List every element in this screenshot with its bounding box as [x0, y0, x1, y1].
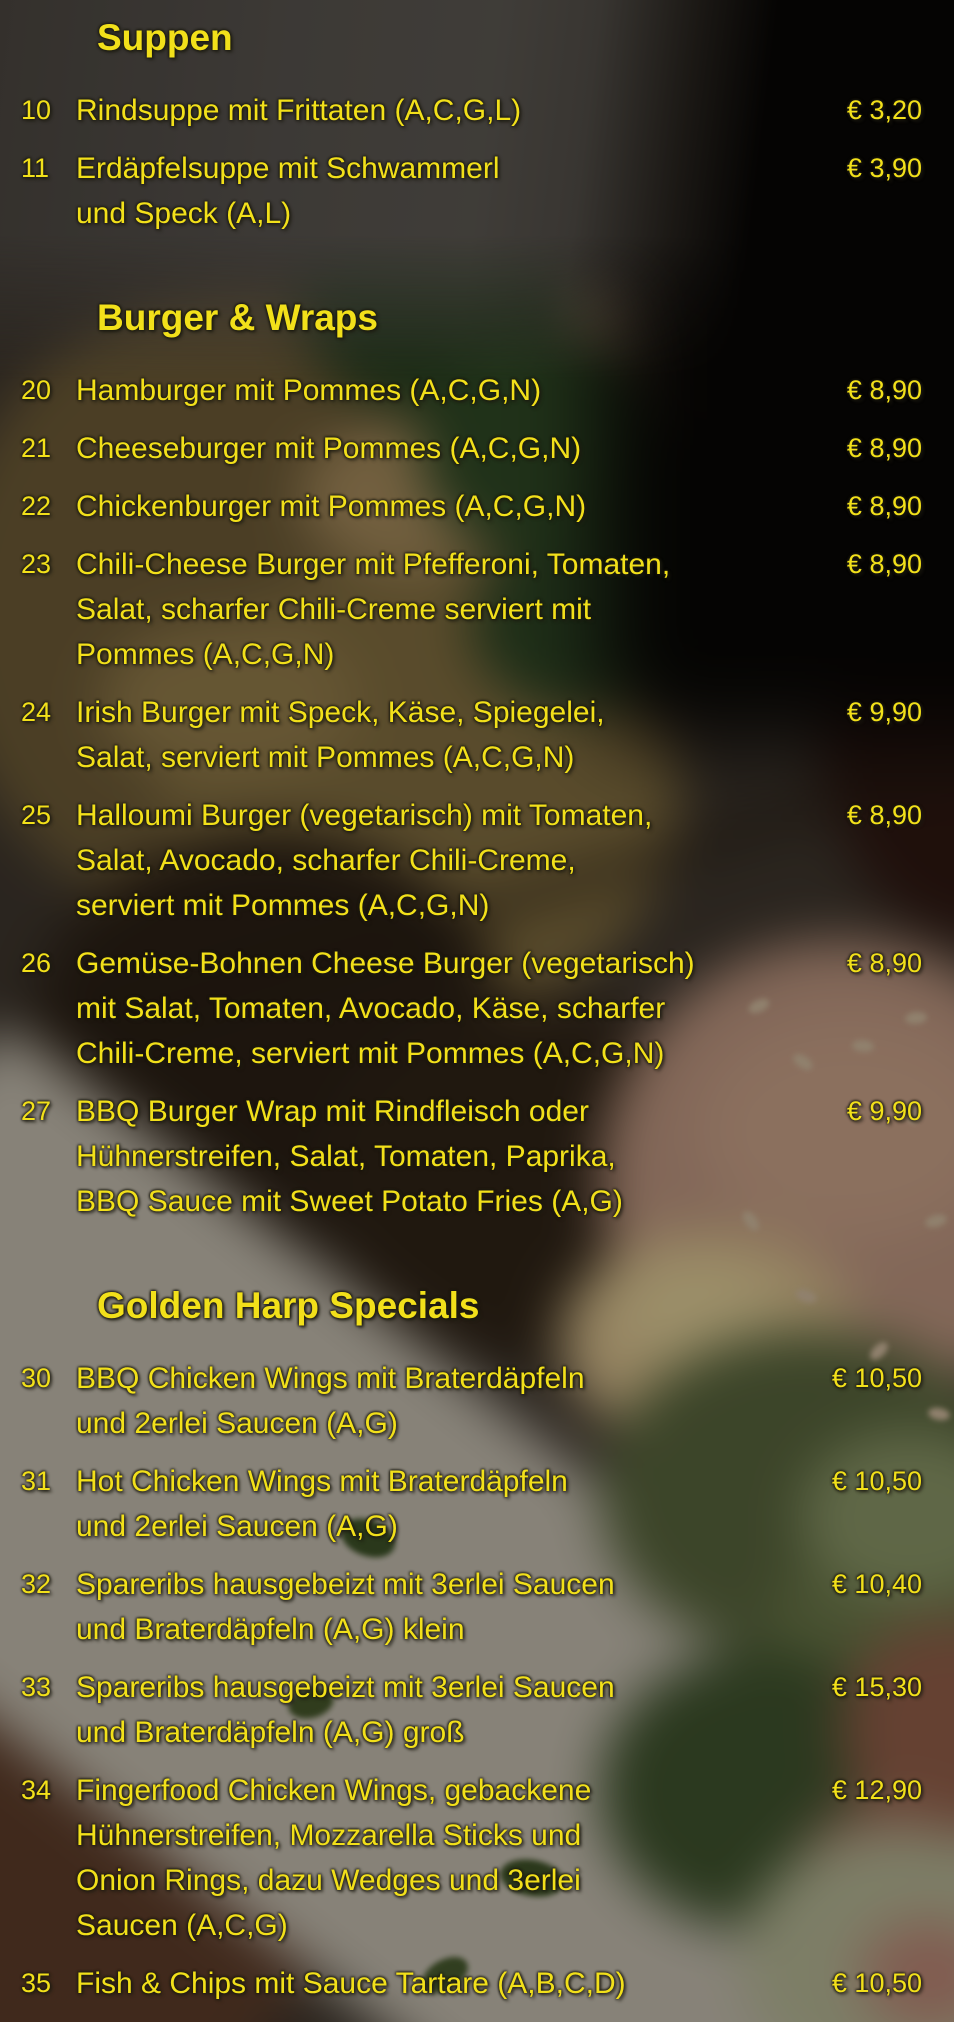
- item-name: [76, 88, 776, 133]
- item-name-line: Fish & Chips mit Sauce Tartare (A,B,C,D): [76, 1967, 626, 2000]
- item-number: 31: [21, 1466, 52, 1496]
- item-name-line: und 2erlei Saucen (A,G): [76, 1510, 398, 1543]
- item-number: 25: [21, 800, 52, 830]
- item-name: [76, 793, 776, 928]
- item-name-line: Halloumi Burger (vegetarisch) mit Tomaten,: [76, 799, 653, 832]
- item-name-line: Salat, Avocado, scharfer Chili-Creme,: [76, 844, 576, 877]
- item-number: 32: [21, 1569, 52, 1599]
- menu-item: [0, 1459, 954, 1549]
- item-price: € 3,20: [846, 95, 922, 125]
- item-price: € 15,30: [831, 1672, 922, 1702]
- item-number: 27: [21, 1096, 52, 1126]
- menu-item: [0, 1768, 954, 1948]
- item-number: 21: [21, 433, 52, 463]
- item-name-line: Cheeseburger mit Pommes (A,C,G,N): [76, 432, 582, 465]
- menu-item: [0, 690, 954, 780]
- item-price: € 10,50: [831, 1363, 922, 1393]
- item-name: [76, 1961, 776, 2006]
- item-name-line: Chili-Cheese Burger mit Pfefferoni, Tomaten,: [76, 548, 671, 581]
- menu-item: [0, 1356, 954, 1446]
- item-price: € 8,90: [846, 948, 922, 978]
- item-price: € 9,90: [846, 697, 922, 727]
- section-title: Burger & Wraps: [97, 297, 378, 338]
- section-burger-wraps: [0, 292, 954, 1224]
- item-name-line: Hühnerstreifen, Salat, Tomaten, Paprika,: [76, 1140, 616, 1173]
- item-price: € 12,90: [831, 1775, 922, 1805]
- section-title: Suppen: [97, 17, 233, 58]
- menu-item: [0, 426, 954, 471]
- item-name: [76, 146, 776, 236]
- item-name-line: BBQ Sauce mit Sweet Potato Fries (A,G): [76, 1185, 623, 1218]
- item-name: [76, 1089, 776, 1224]
- section-title: Golden Harp Specials: [97, 1285, 480, 1326]
- item-number: 22: [21, 491, 52, 521]
- item-price: € 8,90: [846, 433, 922, 463]
- item-number: 34: [21, 1775, 52, 1805]
- item-name: [76, 1768, 776, 1948]
- item-name-line: Spareribs hausgebeizt mit 3erlei Saucen: [76, 1568, 615, 1601]
- item-name: [76, 1459, 776, 1549]
- item-name-line: Gemüse-Bohnen Cheese Burger (vegetarisch): [76, 947, 695, 980]
- item-name-line: und 2erlei Saucen (A,G): [76, 1407, 398, 1440]
- item-number: 20: [21, 375, 52, 405]
- item-price: € 10,50: [831, 1466, 922, 1496]
- menu-item: [0, 484, 954, 529]
- menu-item: [0, 1961, 954, 2006]
- item-price: € 8,90: [846, 375, 922, 405]
- item-name: [76, 1562, 776, 1652]
- item-name-line: Chili-Creme, serviert mit Pommes (A,C,G,N): [76, 1037, 665, 1070]
- item-name-line: Chickenburger mit Pommes (A,C,G,N): [76, 490, 587, 523]
- item-number: 26: [21, 948, 52, 978]
- item-price: € 8,90: [846, 549, 922, 579]
- item-name: [76, 941, 776, 1076]
- item-price: € 8,90: [846, 491, 922, 521]
- menu-item: [0, 542, 954, 677]
- item-name: [76, 368, 776, 413]
- item-name-line: Salat, serviert mit Pommes (A,C,G,N): [76, 741, 575, 774]
- item-name-line: serviert mit Pommes (A,C,G,N): [76, 889, 490, 922]
- item-name: [76, 1665, 776, 1755]
- menu-item: [0, 368, 954, 413]
- menu-item: [0, 1089, 954, 1224]
- item-number: 24: [21, 697, 52, 727]
- item-number: 35: [21, 1968, 52, 1998]
- item-name-line: BBQ Chicken Wings mit Braterdäpfeln: [76, 1362, 585, 1395]
- item-price: € 9,90: [846, 1096, 922, 1126]
- item-name-line: und Speck (A,L): [76, 197, 292, 230]
- item-name-line: BBQ Burger Wrap mit Rindfleisch oder: [76, 1095, 589, 1128]
- item-number: 30: [21, 1363, 52, 1393]
- item-price: € 10,50: [831, 1968, 922, 1998]
- item-name-line: Salat, scharfer Chili-Creme serviert mit: [76, 593, 592, 626]
- item-name-line: Spareribs hausgebeizt mit 3erlei Saucen: [76, 1671, 615, 1704]
- menu-item: [0, 793, 954, 928]
- menu-item: [0, 1562, 954, 1652]
- item-name: [76, 1356, 776, 1446]
- item-name: [76, 426, 776, 471]
- item-name-line: Rindsuppe mit Frittaten (A,C,G,L): [76, 94, 522, 127]
- item-name-line: Erdäpfelsuppe mit Schwammerl: [76, 152, 500, 185]
- menu-item: [0, 88, 954, 133]
- item-name-line: Saucen (A,C,G): [76, 1909, 288, 1942]
- item-price: € 3,90: [846, 153, 922, 183]
- item-name-line: Irish Burger mit Speck, Käse, Spiegelei,: [76, 696, 605, 729]
- item-name: [76, 542, 776, 677]
- menu-item: [0, 146, 954, 236]
- menu-item: [0, 941, 954, 1076]
- section-golden-harp-specials: [0, 1280, 954, 2006]
- item-number: 10: [21, 95, 52, 125]
- item-price: € 8,90: [846, 800, 922, 830]
- item-number: 33: [21, 1672, 52, 1702]
- item-name-line: Pommes (A,C,G,N): [76, 638, 335, 671]
- item-name: [76, 484, 776, 529]
- item-name: [76, 690, 776, 780]
- menu-item: [0, 1665, 954, 1755]
- item-number: 11: [21, 153, 50, 183]
- item-name-line: und Braterdäpfeln (A,G) groß: [76, 1716, 465, 1749]
- item-name-line: mit Salat, Tomaten, Avocado, Käse, scharfer: [76, 992, 666, 1025]
- item-name-line: Fingerfood Chicken Wings, gebackene: [76, 1774, 592, 1807]
- item-name-line: Hühnerstreifen, Mozzarella Sticks und: [76, 1819, 582, 1852]
- item-price: € 10,40: [831, 1569, 922, 1599]
- item-name-line: Hamburger mit Pommes (A,C,G,N): [76, 374, 542, 407]
- item-name-line: und Braterdäpfeln (A,G) klein: [76, 1613, 465, 1646]
- item-name-line: Onion Rings, dazu Wedges und 3erlei: [76, 1864, 581, 1897]
- item-number: 23: [21, 549, 52, 579]
- item-name-line: Hot Chicken Wings mit Braterdäpfeln: [76, 1465, 568, 1498]
- section-suppen: [0, 12, 954, 236]
